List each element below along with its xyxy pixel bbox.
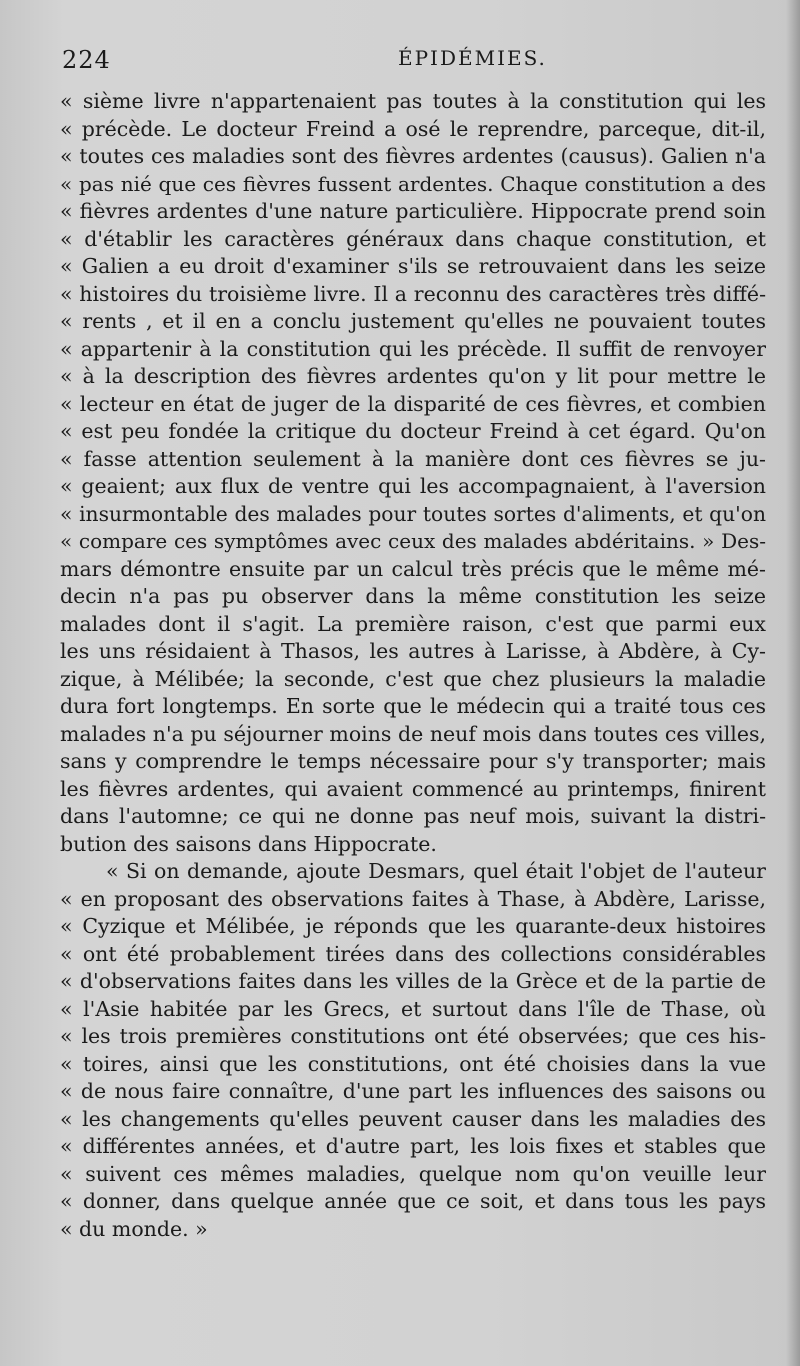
- text-line: « en proposant des observations faites à Thase, à Abdère, Larisse,: [60, 886, 766, 911]
- text-line: dura fort longtemps. En sorte que le médecin qui a traité tous ces: [60, 694, 766, 718]
- text-line: « toutes ces maladies sont des fièvres ardentes (causus). Galien n'a: [60, 144, 766, 168]
- text-line: mars démontre ensuite par un calcul très précis que le même mé-: [60, 556, 766, 581]
- text-line: bution des saisons dans Hippocrate.: [60, 831, 437, 856]
- text-line: « toires, ainsi que les constitutions, ont été choisies dans la vue: [60, 1051, 766, 1076]
- text-line: « les trois premières constitutions ont été observées; que ces his-: [60, 1024, 766, 1048]
- text-line: « à la description des fièvres ardentes qu'on y lit pour mettre le: [60, 364, 766, 388]
- text-line: « différentes années, et d'autre part, les lois fixes et stables que: [60, 1134, 766, 1158]
- text-line: zique, à Mélibée; la seconde, c'est que chez plusieurs la maladie: [60, 666, 766, 691]
- text-line: « d'observations faites dans les villes de la Grèce et de la partie de: [60, 969, 766, 993]
- text-line: « les changements qu'elles peuvent causer dans les maladies des: [60, 1106, 766, 1131]
- text-line: dans l'automne; ce qui ne donne pas neuf mois, suivant la distri-: [60, 804, 766, 828]
- text-line: « est peu fondée la critique du docteur Freind à cet égard. Qu'on: [60, 419, 766, 443]
- text-line: malades n'a pu séjourner moins de neuf mois dans toutes ces villes,: [60, 721, 766, 746]
- text-line: « compare ces symptômes avec ceux des malades abdéritains. » Des-: [60, 529, 766, 553]
- page-number: 224: [62, 46, 111, 74]
- text-line: les fièvres ardentes, qui avaient commencé au printemps, finirent: [60, 776, 766, 801]
- text-line: « précède. Le docteur Freind a osé le reprendre, parceque, dit-il,: [60, 116, 766, 141]
- text-line: « ont été probablement tirées dans des collections considérables: [60, 941, 766, 966]
- text-line: « Galien a eu droit d'examiner s'ils se retrouvaient dans les seize: [60, 254, 766, 278]
- text-line: « lecteur en état de juger de la disparité de ces fièvres, et combien: [60, 391, 766, 416]
- text-line: « suivent ces mêmes maladies, quelque nom qu'on veuille leur: [60, 1161, 766, 1186]
- text-line: « rents , et il en a conclu justement qu'elles ne pouvaient toutes: [60, 309, 766, 333]
- text-line: « l'Asie habitée par les Grecs, et surtout dans l'île de Thase, où: [60, 996, 766, 1021]
- page-edge-shadow: [786, 0, 800, 1366]
- text-line: malades dont il s'agit. La première raison, c'est que parmi eux: [60, 611, 766, 636]
- text-line: « Cyzique et Mélibée, je réponds que les quarante-deux histoires: [60, 914, 766, 938]
- text-line: « histoires du troisième livre. Il a reconnu des caractères très diffé-: [60, 281, 766, 306]
- page-header: [62, 46, 762, 86]
- text-line: « Si on demande, ajoute Desmars, quel était l'objet de l'auteur: [106, 859, 766, 883]
- text-line: « d'établir les caractères généraux dans chaque constitution, et: [60, 226, 766, 251]
- text-line: « de nous faire connaître, d'une part les influences des saisons ou: [60, 1079, 766, 1103]
- text-line: « sième livre n'appartenaient pas toutes à la constitution qui les: [60, 89, 766, 113]
- text-line: « geaient; aux flux de ventre qui les accompagnaient, à l'aversion: [60, 474, 766, 498]
- text-line: « pas nié que ces fièvres fussent ardentes. Chaque constitution a des: [60, 171, 766, 196]
- body-text: [60, 88, 766, 1243]
- running-title: ÉPIDÉMIES.: [398, 46, 547, 70]
- text-line: « du monde. »: [60, 1216, 208, 1241]
- text-line: « donner, dans quelque année que ce soit, et dans tous les pays: [60, 1189, 766, 1213]
- text-line: decin n'a pas pu observer dans la même constitution les seize: [60, 584, 766, 608]
- text-line: « fasse attention seulement à la manière dont ces fièvres se ju-: [60, 446, 766, 471]
- text-line: « fièvres ardentes d'une nature particulière. Hippocrate prend soin: [60, 199, 766, 223]
- text-line: les uns résidaient à Thasos, les autres à Larisse, à Abdère, à Cy-: [60, 639, 766, 663]
- text-line: sans y comprendre le temps nécessaire pour s'y transporter; mais: [60, 749, 766, 773]
- text-line: « insurmontable des malades pour toutes sortes d'aliments, et qu'on: [60, 501, 766, 526]
- text-line: « appartenir à la constitution qui les précède. Il suffit de renvoyer: [60, 336, 766, 361]
